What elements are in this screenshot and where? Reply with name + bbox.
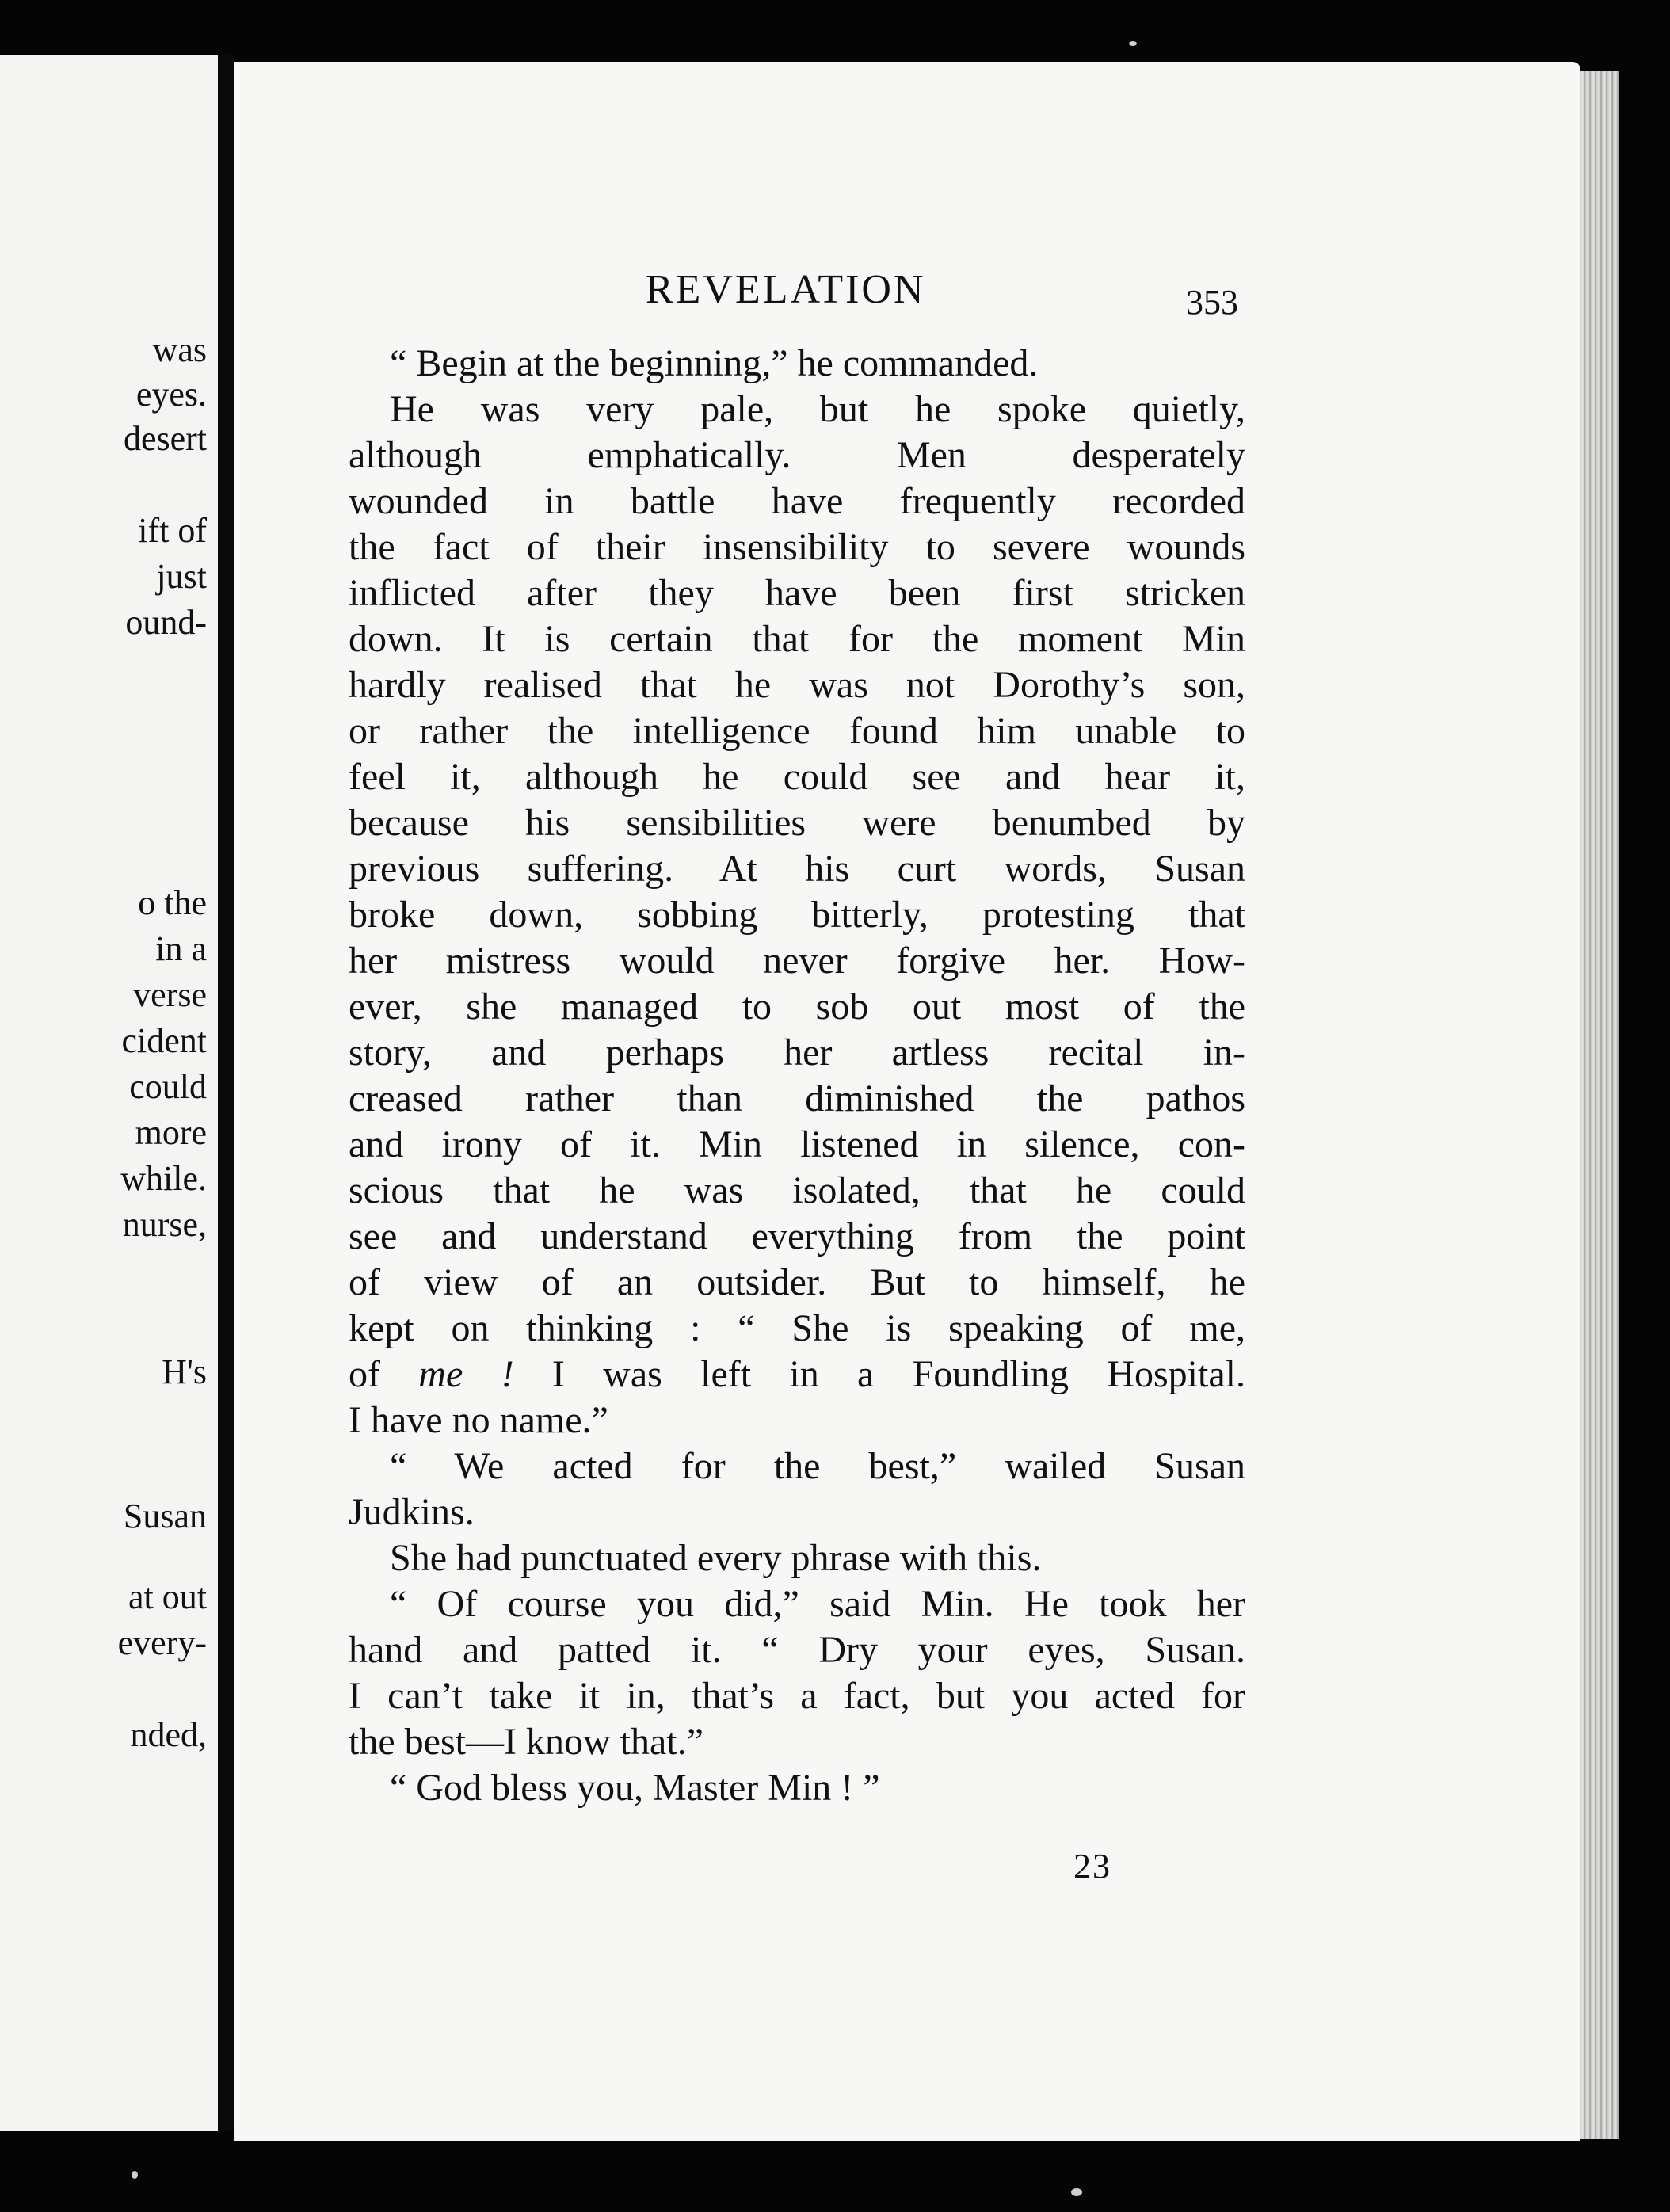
running-head: REVELATION [646,267,926,312]
text-segment: of [349,1353,419,1395]
previous-page-line: nurse, [122,1205,207,1244]
text-line: I can’t take it in, that’s a fact, but you acted for [349,1675,1245,1717]
dust-speck [132,2171,138,2179]
previous-page-line: desert [123,419,207,458]
text-line: kept on thinking : “ She is speaking of me, [349,1307,1245,1349]
text-line: although emphatically. Men desperately [349,434,1245,476]
text-line: her mistress would never forgive her. How- [349,940,1245,982]
previous-page-line: H's [162,1352,207,1391]
previous-page-line: while. [120,1159,207,1198]
previous-page-line: ound- [125,603,207,642]
text-line: down. It is certain that for the moment Min [349,618,1245,660]
text-line: and irony of it. Min listened in silence, con- [349,1123,1245,1165]
text-line: “ Of course you did,” said Min. He took her [390,1583,1245,1625]
previous-page-line: verse [133,975,207,1014]
italic-emphasis: me ! [418,1353,514,1395]
text-line: hardly realised that he was not Dorothy’s son, [349,664,1245,706]
previous-page-line: cident [121,1021,207,1060]
previous-page-line: more [135,1113,207,1152]
text-line: broke down, sobbing bitterly, protesting that [349,894,1245,936]
previous-page-line: could [129,1067,207,1106]
text-line: or rather the intelligence found him unable to [349,710,1245,752]
text-line: feel it, although he could see and hear it, [349,756,1245,798]
text-line: “ Begin at the beginning,” he commanded. [390,342,1039,384]
text-line: Judkins. [349,1491,475,1533]
text-line: ever, she managed to sob out most of the [349,986,1245,1028]
previous-page-line: ift of [138,511,207,550]
dust-speck [1071,2188,1082,2196]
text-line: He was very pale, but he spoke quietly, [390,388,1245,430]
previous-page-line: at out [128,1577,207,1616]
text-line: I have no name.” [349,1399,608,1441]
text-line: see and understand everything from the point [349,1215,1245,1257]
text-line [349,1352,1245,1398]
previous-page [0,55,218,2131]
previous-page-line: was [152,330,207,369]
dust-speck [1129,41,1137,46]
text-line: of view of an outsider. But to himself, he [349,1261,1245,1303]
previous-page-line: every- [117,1623,207,1662]
previous-page-line: just [156,557,207,596]
body-text [349,341,1245,1811]
text-line: creased rather than diminished the pathos [349,1077,1245,1119]
text-line: “ We acted for the best,” wailed Susan [390,1445,1245,1487]
text-line: because his sensibilities were benumbed by [349,802,1245,844]
signature-mark: 23 [1073,1847,1111,1886]
text-line: story, and perhaps her artless recital in- [349,1032,1245,1074]
page-edges [1580,71,1619,2139]
previous-page-line: nded, [130,1715,207,1754]
text-segment: I was left in a Foundling Hospital. [513,1353,1245,1395]
text-line: wounded in battle have frequently recorded [349,480,1245,522]
page-number: 353 [1186,283,1238,322]
previous-page-line: Susan [123,1497,207,1535]
text-line: “ God bless you, Master Min ! ” [390,1767,880,1809]
text-line: scious that he was isolated, that he could [349,1169,1245,1211]
previous-page-line: eyes. [135,375,207,414]
book-gutter [218,55,234,2131]
previous-page-line: o the [138,883,207,922]
text-line: hand and patted it. “ Dry your eyes, Susan. [349,1629,1245,1671]
text-line: She had punctuated every phrase with this. [390,1537,1042,1579]
previous-page-line: in a [155,929,207,968]
text-line: the fact of their insensibility to severe wounds [349,526,1245,568]
text-line: previous suffering. At his curt words, Susan [349,848,1245,890]
text-line: the best—I know that.” [349,1721,703,1763]
text-line: inflicted after they have been first stricken [349,572,1245,614]
